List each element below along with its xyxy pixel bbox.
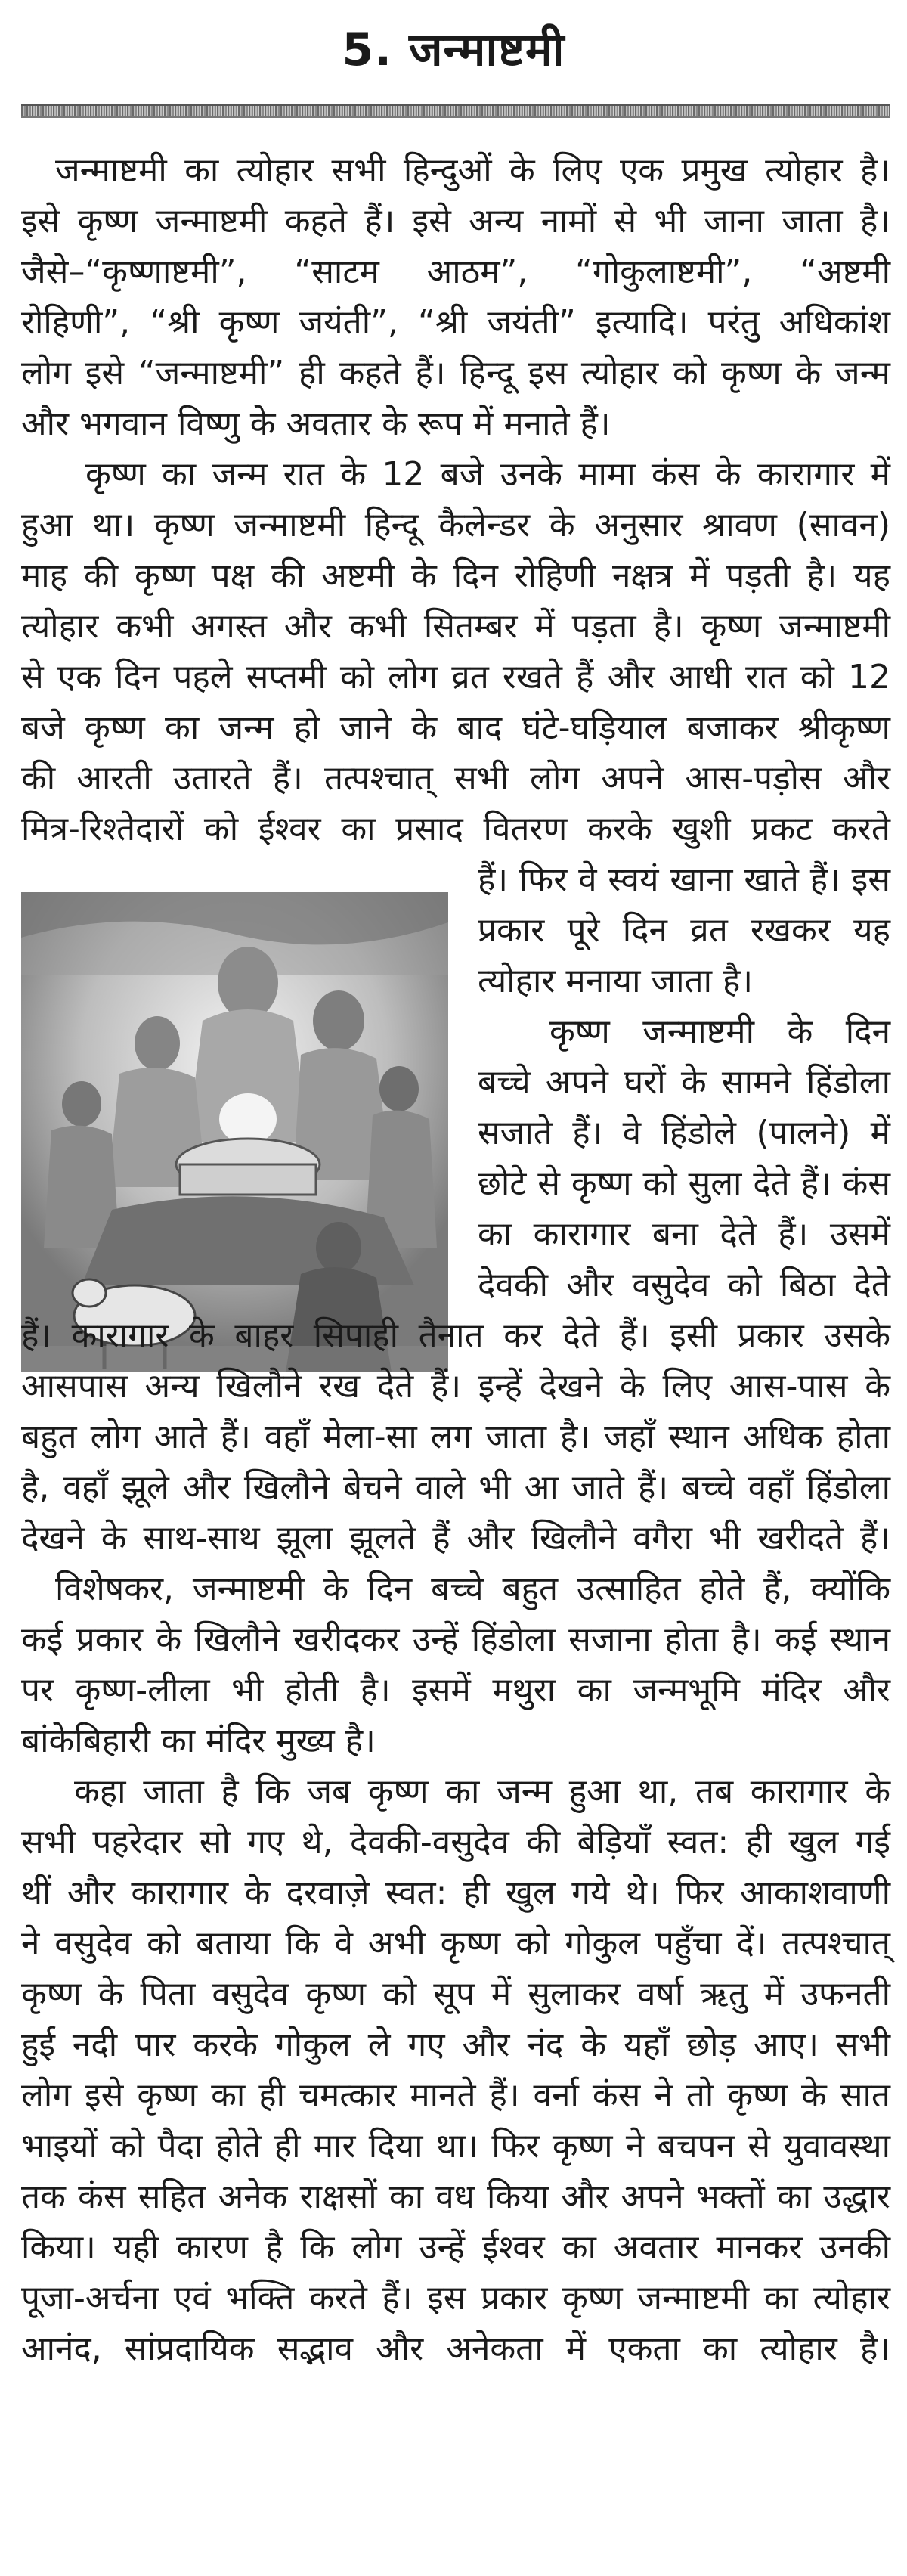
text-line: इसे कृष्ण जन्माष्टमी कहते हैं। इसे अन्य नामों से भी जाना जाता है।	[21, 202, 890, 240]
text-line: का कारागार बना देते हैं। उसमें	[478, 1215, 890, 1254]
text-line: जन्माष्टमी का त्योहार सभी हिन्दुओं के लिए एक प्रमुख त्योहार है।	[55, 151, 890, 190]
text-line: आनंद, सांप्रदायिक सद्भाव और अनेकता में एकता का त्योहार है।	[21, 2330, 890, 2368]
text-line: है, वहाँ झूले और खिलौने बेचने वाले भी आ जाते हैं। बच्चे वहाँ हिंडोला	[21, 1468, 890, 1507]
text-line: देवकी और वसुदेव को बिठा देते	[478, 1266, 890, 1304]
text-line: कृष्ण जन्माष्टमी के दिन	[549, 1012, 890, 1051]
text-line: त्योहार कभी अगस्त और कभी सितम्बर में पड़ता है। कृष्ण जन्माष्टमी	[21, 607, 890, 646]
text-line: बांकेबिहारी का मंदिर मुख्य है।	[21, 1722, 376, 1760]
text-line: कहा जाता है कि जब कृष्ण का जन्म हुआ था, तब कारागार के	[74, 1772, 890, 1811]
text-line: छोटे से कृष्ण को सुला देते हैं। कंस	[478, 1164, 890, 1203]
text-line: हुई नदी पार करके गोकुल ले गए और नंद के यहाँ छोड़ आए। सभी	[21, 2026, 890, 2064]
title-divider	[21, 104, 890, 118]
text-line: त्योहार मनाया जाता है।	[478, 962, 753, 1000]
text-line: की आरती उतारते हैं। तत्पश्चात् सभी लोग अपने आस-पड़ोस और	[21, 759, 890, 798]
text-line: देखने के साथ-साथ झूला झूलते हैं और खिलौने वगैरा भी खरीदते हैं।	[21, 1519, 890, 1558]
krishna-janmashtami-illustration	[21, 892, 448, 1372]
text-line: कृष्ण के पिता वसुदेव कृष्ण को सूप में सुलाकर वर्षा ऋतु में उफनती	[21, 1975, 890, 2013]
text-line: थीं और कारागार के दरवाज़े स्वत: ही खुल गये थे। फिर आकाशवाणी	[21, 1874, 890, 1912]
text-line: प्रकार पूरे दिन व्रत रखकर यह	[478, 911, 890, 950]
text-line: सभी पहरेदार सो गए थे, देवकी-वसुदेव की बेड़ियाँ स्वत: ही खुल गई	[21, 1823, 890, 1861]
text-line: हैं। फिर वे स्वयं खाना खाते हैं। इस	[478, 860, 890, 899]
text-line: भाइयों को पैदा होते ही मार दिया था। फिर कृष्ण ने बचपन से युवावस्था	[21, 2127, 890, 2165]
text-line: माह की कृष्ण पक्ष की अष्टमी के दिन रोहिणी नक्षत्र में पड़ती है। यह	[21, 556, 890, 595]
text-line: पर कृष्ण-लीला भी होती है। इसमें मथुरा का जन्मभूमि मंदिर और	[21, 1671, 890, 1710]
text-line: आसपास अन्य खिलौने रख देते हैं। इन्हें देखने के लिए आस-पास के	[21, 1367, 890, 1406]
text-line: तक कंस सहित अनेक राक्षसों का वध किया और अपने भक्तों का उद्धार	[21, 2178, 890, 2216]
text-line: कई प्रकार के खिलौने खरीदकर उन्हें हिंडोला सजाना होता है। कई स्थान	[21, 1620, 890, 1659]
text-line: मित्र-रिश्तेदारों को ईश्वर का प्रसाद वितरण करके खुशी प्रकट करते	[21, 810, 890, 848]
text-line: बहुत लोग आते हैं। वहाँ मेला-सा लग जाता है। जहाँ स्थान अधिक होता	[21, 1418, 890, 1456]
text-line: जैसे–“कृष्णाष्टमी”, “साटम आठम”, “गोकुलाष्टमी”, “अष्टमी	[21, 253, 890, 291]
text-line: हुआ था। कृष्ण जन्माष्टमी हिन्दू कैलेन्डर के अनुसार श्रावण (सावन)	[21, 506, 890, 544]
text-line: रोहिणी”, “श्री कृष्ण जयंती”, “श्री जयंती” इत्यादि। परंतु अधिकांश	[21, 303, 890, 342]
text-line: पूजा-अर्चना एवं भक्ति करते हैं। इस प्रकार कृष्ण जन्माष्टमी का त्योहार	[21, 2279, 890, 2317]
text-line: से एक दिन पहले सप्तमी को लोग व्रत रखते हैं और आधी रात को 12	[21, 658, 890, 696]
text-line: हैं। कारागार के बाहर सिपाही तैनात कर देते हैं। इसी प्रकार उसके	[21, 1316, 890, 1355]
text-line: लोग इसे कृष्ण का ही चमत्कार मानते हैं। वर्ना कंस ने तो कृष्ण के सात	[21, 2076, 890, 2115]
text-line: ने वसुदेव को बताया कि वे अभी कृष्ण को गोकुल पहुँचा दें। तत्पश्चात्	[21, 1924, 890, 1963]
text-line: बजे कृष्ण का जन्म हो जाने के बाद घंटे-घड़ियाल बजाकर श्रीकृष्ण	[21, 708, 890, 747]
text-line: किया। यही कारण है कि लोग उन्हें ईश्वर का अवतार मानकर उनकी	[21, 2228, 890, 2267]
text-line: बच्चे अपने घरों के सामने हिंडोला	[478, 1063, 890, 1102]
text-line: लोग इसे “जन्माष्टमी” ही कहते हैं। हिन्दू इस त्योहार को कृष्ण के जन्म	[21, 354, 890, 392]
text-line: और भगवान विष्णु के अवतार के रूप में मनाते हैं।	[21, 405, 611, 443]
text-line: कृष्ण का जन्म रात के 12 बजे उनके मामा कंस के कारागार में	[85, 455, 890, 494]
text-line: विशेषकर, जन्माष्टमी के दिन बच्चे बहुत उत्साहित होते हैं, क्योंकि	[55, 1570, 890, 1608]
page-title: 5. जन्माष्टमी	[342, 23, 565, 76]
text-line: सजाते हैं। वे हिंडोले (पालने) में	[478, 1114, 890, 1152]
